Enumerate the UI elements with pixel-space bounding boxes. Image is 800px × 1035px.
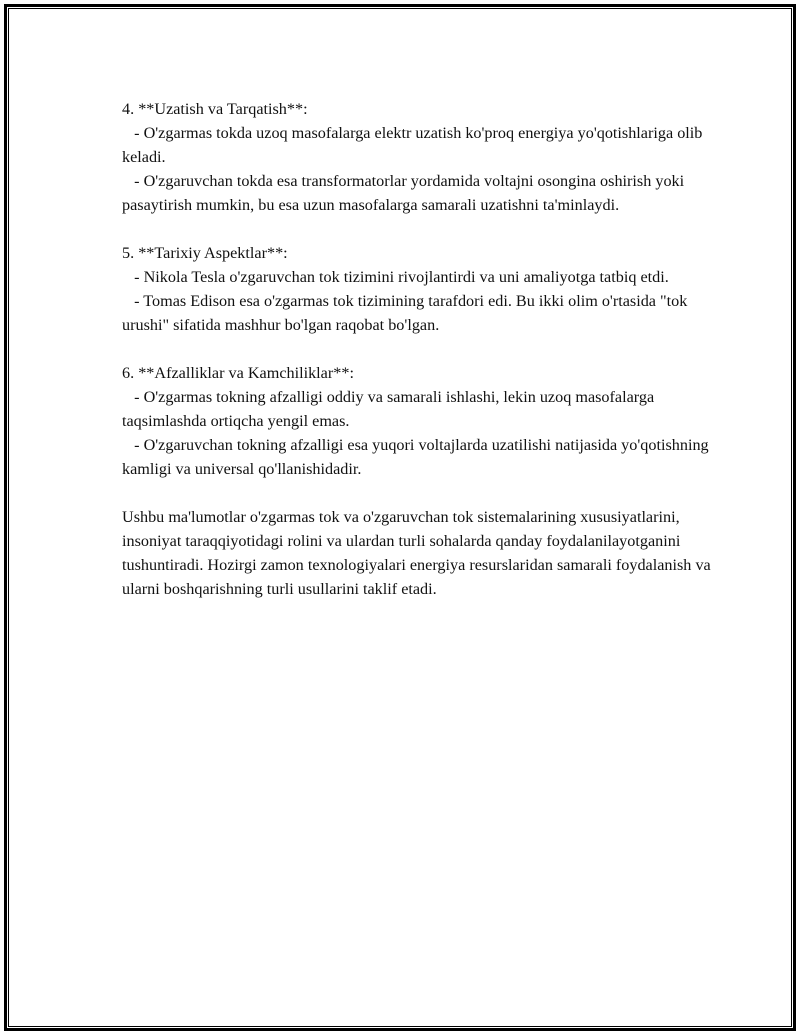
bullet-item: - O'zgarmas tokda uzoq masofalarga elektr uzatish ko'proq energiya yo'qotishlariga olib keladi. [122, 124, 707, 166]
section-heading: 5. **Tarixiy Aspektlar**: [122, 244, 288, 262]
document-body [122, 97, 715, 625]
conclusion-paragraph [122, 505, 715, 601]
bullet-item: - Tomas Edison esa o'zgarmas tok tizimining tarafdori edi. Bu ikki olim o'rtasida "tok urushi" sifatida mashhur bo'lgan raqobat bo'lgan. [122, 292, 692, 334]
bullet-item: - Nikola Tesla o'zgaruvchan tok tizimini rivojlantirdi va uni amaliyotga tatbiq etdi. [122, 268, 669, 286]
section-history [122, 241, 712, 337]
section-heading: 4. **Uzatish va Tarqatish**: [122, 100, 308, 118]
bullet-item: - O'zgaruvchan tokning afzalligi esa yuqori voltajlarda uzatilishi natijasida yo'qotishning kamligi va universal qo'llanishidadir. [122, 436, 713, 478]
page-frame [4, 4, 796, 1031]
conclusion-text: Ushbu ma'lumotlar o'zgarmas tok va o'zgaruvchan tok sistemalarining xususiyatlarini, insoniyat taraqqiyotidagi rolini va ulardan turli sohalarda qanday foydalanilayotganini tushuntiradi. Hozirgi zamon texnologiyalari energiya resurslaridan samarali foydalanish va ularni boshqarishning turli usullarini taklif etadi. [122, 508, 715, 598]
bullet-item: - O'zgarmas tokning afzalligi oddiy va samarali ishlashi, lekin uzoq masofalarga taqsimlashda ortiqcha yengil emas. [122, 388, 659, 430]
bullet-item: - O'zgaruvchan tokda esa transformatorlar yordamida voltajni osongina oshirish yoki pasaytirish mumkin, bu esa uzun masofalarga samarali uzatishni ta'minlaydi. [122, 172, 689, 214]
section-pros-cons [122, 361, 712, 481]
section-transmission [122, 97, 712, 217]
section-heading: 6. **Afzalliklar va Kamchiliklar**: [122, 364, 354, 382]
